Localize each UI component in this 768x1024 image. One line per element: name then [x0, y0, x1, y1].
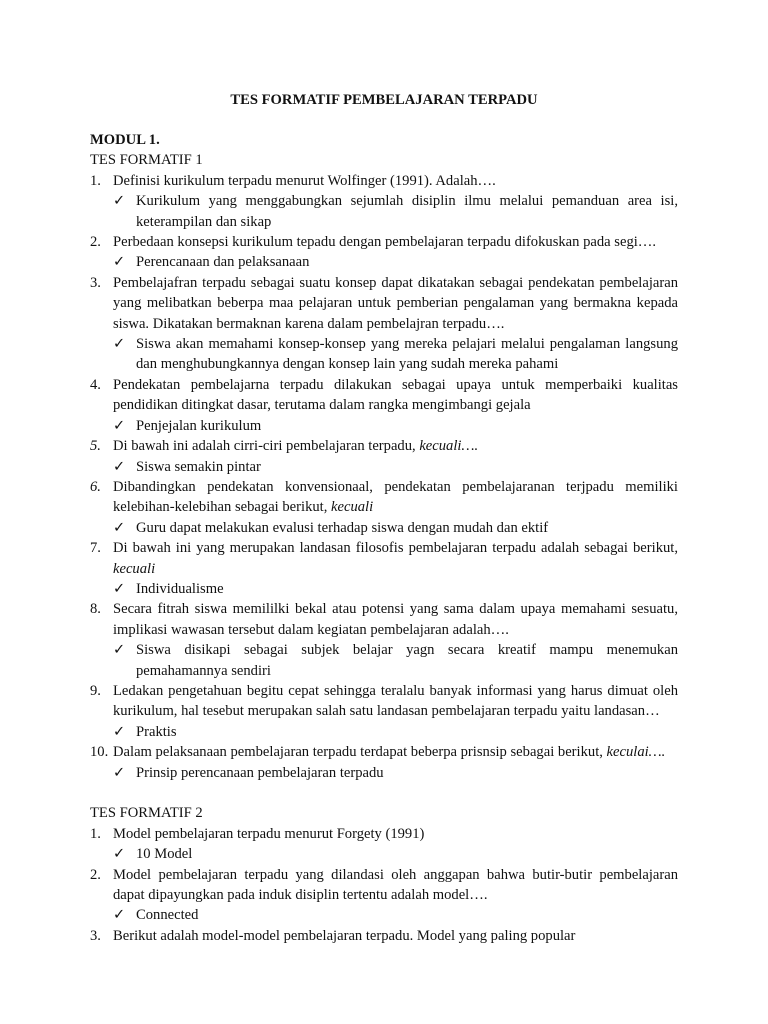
question-text: Model pembelajaran terpadu yang dilandasi oleh anggapan bahwa butir-butir pembelajaran dapat dipayungkan pada induk disiplin tertentu adalah model…. [113, 866, 678, 904]
question-item [90, 926, 678, 946]
question-item [90, 599, 678, 681]
question-number: 1. [90, 172, 101, 189]
question-number: 2. [90, 234, 101, 251]
question-number: 1. [90, 825, 101, 842]
question-text: Dibandingkan pendekatan konvensionaal, pendekatan pembelajaranan terjpadu memiliki kelebihan-kelebihan sebagai berikut, [113, 478, 678, 516]
checkmark-icon: ✓ [113, 642, 126, 659]
answer-text: Praktis [136, 723, 177, 740]
question-text: Dalam pelaksanaan pembelajaran terpadu terdapat beberpa prisnsip sebagai berikut, [113, 744, 607, 761]
section-tes-formatif-1 [90, 150, 678, 783]
question-emphasis: kecuali [331, 499, 374, 516]
answer-text: Siswa semakin pintar [136, 458, 261, 475]
question-text: Model pembelajaran terpadu menurut Forgety (1991) [113, 825, 425, 842]
question-emphasis: keculai…. [606, 744, 666, 761]
question-item [90, 824, 678, 865]
checkmark-icon: ✓ [113, 907, 126, 924]
document-title: TES FORMATIF PEMBELAJARAN TERPADU [230, 92, 538, 108]
question-number: 5. [90, 438, 101, 455]
question-number: 3. [90, 274, 101, 291]
question-number: 2. [90, 866, 101, 883]
answer-text: Individualisme [136, 580, 224, 597]
checkmark-icon: ✓ [113, 254, 126, 271]
checkmark-icon: ✓ [113, 723, 126, 740]
answer-text: Perencanaan dan pelaksanaan [136, 254, 310, 271]
question-text: Pembelajafran terpadu sebagai suatu konsep dapat dikatakan sebagai pendekatan pembelajaran yang melibatkan beberpa maa pelajaran untuk pemberian pengalaman yang bermakna kepada siswa. Dikatakan bermaknan karena dalam pembelajran terpadu…. [113, 274, 678, 332]
question-item [90, 375, 678, 436]
answer-text: Siswa akan memahami konsep-konsep yang mereka pelajari melalui pengalaman langsung dan menghubungkannya dengan konsep lain yang sudah mereka pahami [136, 336, 678, 373]
question-item [90, 273, 678, 375]
question-text: Perbedaan konsepsi kurikulum tepadu dengan pembelajaran terpadu difokuskan pada segi…. [113, 234, 657, 251]
question-number: 3. [90, 927, 101, 944]
checkmark-icon: ✓ [113, 458, 126, 475]
section-tes-formatif-2 [90, 803, 678, 946]
question-number: 10. [90, 744, 109, 761]
checkmark-icon: ✓ [113, 336, 126, 353]
question-item [90, 171, 678, 232]
answer-text: Prinsip perencanaan pembelajaran terpadu [136, 764, 384, 781]
answer-text: Connected [136, 907, 199, 924]
checkmark-icon: ✓ [113, 846, 126, 863]
checkmark-icon: ✓ [113, 580, 126, 597]
question-text: Pendekatan pembelajarna terpadu dilakukan sebagai upaya untuk memperbaiki kualitas pendidikan ditingkat dasar, terutama dalam rangka mengimbangi gejala [113, 376, 678, 414]
question-item [90, 681, 678, 742]
question-number: 4. [90, 376, 101, 393]
document-body [90, 130, 678, 946]
modul-heading: MODUL 1. [90, 132, 160, 148]
question-text: Definisi kurikulum terpadu menurut Wolfinger (1991). Adalah…. [113, 172, 496, 189]
section-heading: TES FORMATIF 1 [90, 152, 203, 169]
checkmark-icon: ✓ [113, 193, 126, 210]
section-heading: TES FORMATIF 2 [90, 805, 203, 822]
checkmark-icon: ✓ [113, 519, 126, 536]
question-item [90, 477, 678, 538]
answer-text: Guru dapat melakukan evalusi terhadap siswa dengan mudah dan ektif [136, 519, 549, 536]
question-number: 7. [90, 540, 101, 557]
question-emphasis: kecuali…. [419, 438, 479, 455]
checkmark-icon: ✓ [113, 764, 126, 781]
checkmark-icon: ✓ [113, 417, 126, 434]
question-text: Di bawah ini yang merupakan landasan filosofis pembelajaran terpadu adalah sebagai berikut, [113, 540, 678, 557]
question-item [90, 865, 678, 926]
question-number: 6. [90, 478, 101, 495]
answer-text: 10 Model [136, 846, 193, 863]
answer-text: Kurikulum yang menggabungkan sejumlah disiplin ilmu melalui pemanduan area isi, keterampilan dan sikap [136, 193, 678, 230]
answer-text: Penjejalan kurikulum [136, 417, 262, 434]
section-spacer [90, 783, 678, 803]
question-text: Secara fitrah siswa memililki bekal atau potensi yang sama dalam upaya memahami sesuatu, implikasi wawasan tersebut dalam kegiatan pembelajaran adalah…. [113, 601, 678, 638]
question-item [90, 232, 678, 273]
question-item [90, 538, 678, 599]
question-number: 9. [90, 682, 101, 699]
question-emphasis: kecuali [113, 560, 156, 577]
question-text: Berikut adalah model-model pembelajaran terpadu. Model yang paling popular [113, 927, 576, 944]
question-text: Ledakan pengetahuan begitu cepat sehingga teralalu banyak informasi yang harus dimuat oleh kurikulum, hal tesebut merupakan salah satu landasan pembelajaran terpadu yaitu landasan… [113, 682, 678, 720]
question-text: Di bawah ini adalah cirri-ciri pembelajaran terpadu, [113, 438, 420, 455]
question-item [90, 742, 678, 783]
question-item [90, 436, 678, 477]
answer-text: Siswa disikapi sebagai subjek belajar yagn secara kreatif mampu menemukan pemahamannya sendiri [136, 642, 678, 679]
question-number: 8. [90, 601, 101, 618]
